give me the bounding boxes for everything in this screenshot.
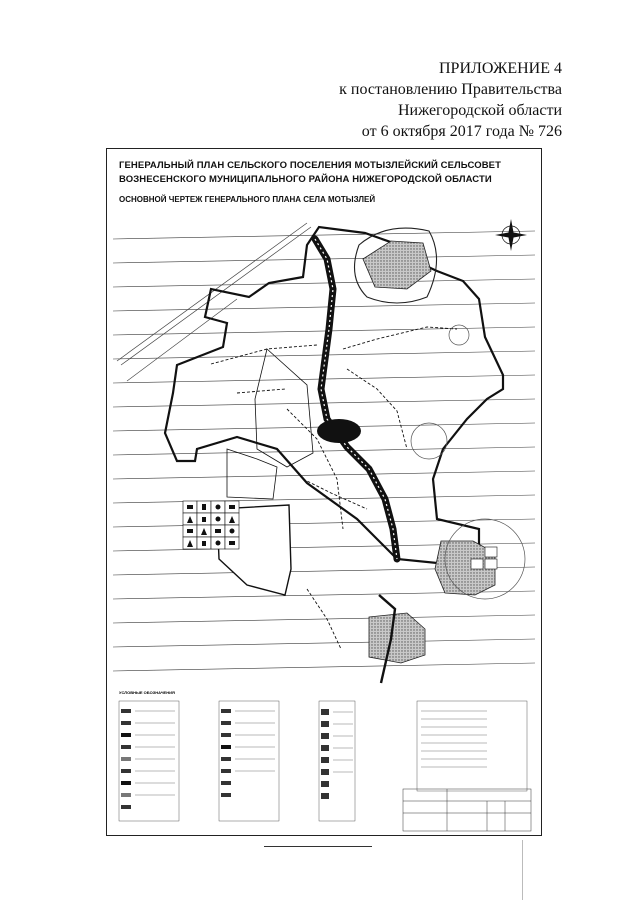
map-drawing <box>107 149 541 835</box>
decree-line: к постановлению Правительства <box>339 81 562 98</box>
map-subtitle: ОСНОВНОЙ ЧЕРТЕЖ ГЕНЕРАЛЬНОГО ПЛАНА СЕЛА МОТЫЗЛЕЙ <box>119 195 376 204</box>
north-arrow-icon <box>495 219 527 251</box>
hatch-background <box>113 231 535 671</box>
block-center <box>255 349 313 467</box>
region-line: Нижегородской области <box>397 102 562 119</box>
legend <box>119 690 531 831</box>
village-center <box>317 419 361 443</box>
footer-rule <box>264 846 372 847</box>
map-sheet <box>106 148 542 836</box>
map-title-line2: ВОЗНЕСЕНСКОГО МУНИЦИПАЛЬНОГО РАЙОНА НИЖЕГОРОДСКОЙ ОБЛАСТИ <box>119 174 492 185</box>
date-line: от 6 октября 2017 года № 726 <box>361 123 562 140</box>
legend-heading: УСЛОВНЫЕ ОБОЗНАЧЕНИЯ <box>119 690 175 695</box>
title-block <box>403 789 531 831</box>
small-circle <box>449 325 469 345</box>
streets <box>211 327 457 649</box>
scan-artifact <box>522 840 523 900</box>
document-header <box>302 58 562 142</box>
zone-south <box>369 613 425 663</box>
map-title-line1: ГЕНЕРАЛЬНЫЙ ПЛАН СЕЛЬСКОГО ПОСЕЛЕНИЯ МОТЫЗЛЕЙСКИЙ СЕЛЬСОВЕТ <box>119 160 502 171</box>
industrial-zone-north <box>363 241 431 289</box>
protection-circle <box>411 423 447 459</box>
appendix-label: ПРИЛОЖЕНИЕ 4 <box>438 60 562 77</box>
